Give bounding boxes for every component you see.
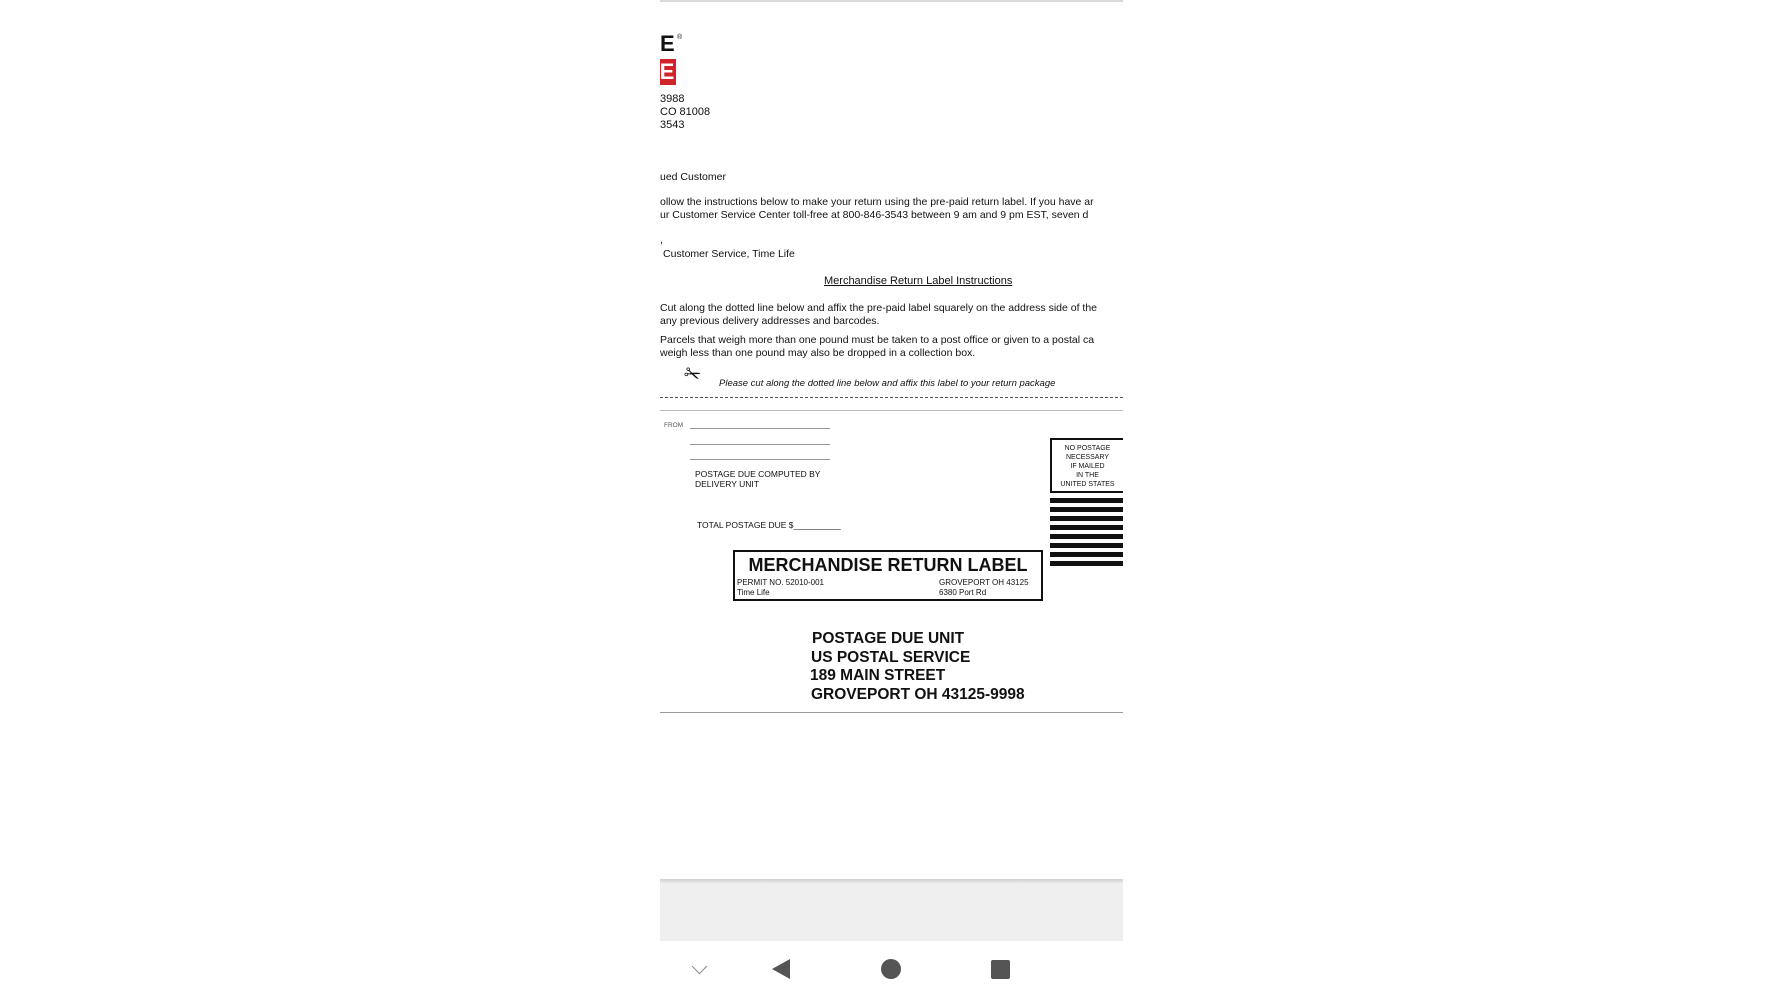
- no-postage-box: [1050, 438, 1123, 493]
- merchandise-return-label-box: [733, 550, 1043, 601]
- fim-bar: [1050, 534, 1123, 539]
- recents-icon: [991, 960, 1010, 979]
- label-top-border: [660, 410, 1123, 411]
- intro-line-1: ollow the instructions below to make your return using the pre-paid return label. If you have ar: [660, 196, 1094, 208]
- instruction-line-4: weigh less than one pound may also be dropped in a collection box.: [660, 347, 976, 359]
- signoff: Customer Service, Time Life: [663, 248, 795, 260]
- instruction-line-1: Cut along the dotted line below and affix the pre-paid label squarely on the address side of the: [660, 302, 1098, 314]
- return-city: GROVEPORT OH 43125: [939, 578, 1029, 587]
- label-bottom-border: [660, 712, 1123, 713]
- fim-bar: [1050, 516, 1123, 521]
- fim-bar: [1050, 507, 1123, 512]
- fim-bar: [1050, 525, 1123, 530]
- address-line-2: CO 81008: [660, 106, 711, 118]
- collapse-button[interactable]: [679, 951, 719, 987]
- fim-bar: [1050, 543, 1123, 548]
- back-button[interactable]: [761, 951, 801, 987]
- from-line-3: [690, 459, 830, 460]
- from-label: FROM: [664, 422, 684, 429]
- intro-line-2: ur Customer Service Center toll-free at 800-846-3543 between 9 am and 9 pm EST, seven d: [660, 209, 1089, 221]
- instruction-line-2: any previous delivery addresses and barcodes.: [660, 315, 880, 327]
- no-postage-line-5: UNITED STATES: [1060, 481, 1115, 488]
- return-street: 6380 Port Rd: [939, 588, 987, 597]
- no-postage-line-3: IF MAILED: [1070, 463, 1105, 470]
- logo-letter-top: E: [660, 31, 675, 56]
- fim-bar: [1050, 561, 1123, 566]
- postage-due-computed-1: POSTAGE DUE COMPUTED BY: [695, 469, 821, 479]
- fim-bar: [1050, 552, 1123, 557]
- cut-note: Please cut along the dotted line below and affix this label to your return package: [719, 378, 1056, 389]
- instructions-title: Merchandise Return Label Instructions: [824, 275, 1013, 287]
- address-line-1: 3988: [660, 93, 685, 105]
- address-line-3: 3543: [660, 119, 685, 131]
- system-navigation-bar: [660, 941, 1123, 1000]
- home-button[interactable]: [871, 951, 911, 987]
- no-postage-line-2: NECESSARY: [1065, 454, 1110, 461]
- no-postage-line-1: NO POSTAGE: [1064, 445, 1111, 452]
- recents-button[interactable]: [980, 951, 1020, 987]
- instruction-line-3: Parcels that weigh more than one pound must be taken to a post office or given to a postal ca: [660, 334, 1095, 346]
- chevron-down-icon: [691, 958, 707, 974]
- mrl-title: MERCHANDISE RETURN LABEL: [748, 555, 1028, 575]
- total-postage-due: TOTAL POSTAGE DUE $__________: [697, 520, 841, 530]
- from-line-1: [690, 428, 830, 429]
- registered-mark: ®: [677, 34, 683, 41]
- back-icon: [772, 959, 790, 979]
- comma: ,: [660, 234, 663, 246]
- greeting: ued Customer: [660, 171, 726, 183]
- scissors-icon: ✂: [680, 361, 704, 389]
- company-name: Time Life: [737, 588, 770, 597]
- fim-bar: [1050, 498, 1123, 503]
- home-icon: [881, 959, 901, 979]
- bottom-toolbar: [660, 883, 1123, 941]
- destination-line-1: POSTAGE DUE UNIT: [812, 630, 965, 647]
- cut-dotted-line: [660, 397, 1123, 398]
- destination-line-2: US POSTAL SERVICE: [811, 649, 971, 666]
- from-line-2: [690, 444, 830, 445]
- no-postage-line-4: IN THE: [1076, 472, 1099, 479]
- logo-letter-red: E: [660, 59, 675, 84]
- phone-screen: [660, 0, 1123, 1000]
- pdf-document-view[interactable]: [660, 0, 1123, 880]
- destination-line-4: GROVEPORT OH 43125-9998: [811, 686, 1025, 703]
- destination-line-3: 189 MAIN STREET: [810, 667, 946, 684]
- postage-due-computed-2: DELIVERY UNIT: [695, 479, 759, 489]
- permit-number: PERMIT NO. 52010-001: [737, 578, 825, 587]
- facing-identification-bars: [1050, 498, 1123, 570]
